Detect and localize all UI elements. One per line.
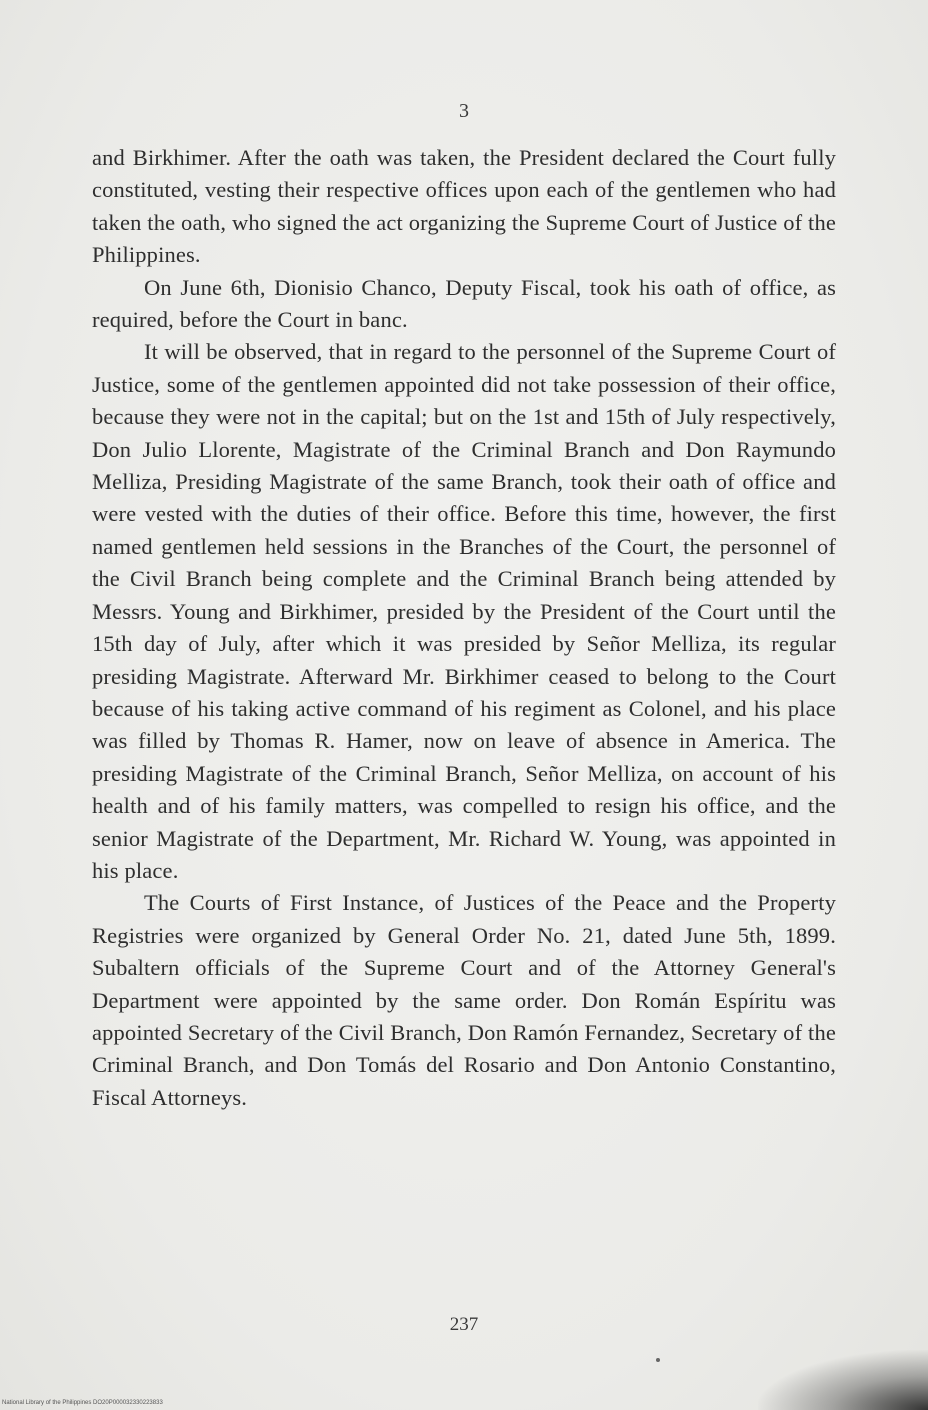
paragraph-4: The Courts of First Instance, of Justices of the Peace and the Property Registries were organized by General Order No. 21, dated June 5th, 1899. Subaltern officials of the Supreme Court and of the Attorney General's Department were appointed by the same order. Don Román Espíritu was appointed Secretary of the Civil Branch, Don Ramón Fernandez, Secretary of the Criminal Branch, and Don Tomás del Rosario and Don Antonio Constantino, Fiscal Attorneys. bbox=[92, 890, 836, 1110]
body-text bbox=[92, 142, 836, 1114]
paragraph-2: On June 6th, Dionisio Chanco, Deputy Fiscal, took his oath of office, as required, before the Court in banc. bbox=[92, 274, 836, 333]
scan-speck bbox=[656, 1358, 660, 1362]
footer-credit: National Library of the Philippines DO20P000032330223833 bbox=[2, 1400, 163, 1406]
paragraph-1: and Birkhimer. After the oath was taken, the President declared the Court fully constituted, vesting their respective offices upon each of the gentlemen who had taken the oath, who signed the act organizing the Supreme Court of Justice of the Philippines. bbox=[92, 145, 836, 268]
header-page-number: 3 bbox=[459, 100, 469, 122]
folio-number: 237 bbox=[449, 1314, 479, 1335]
corner-shadow bbox=[758, 1350, 928, 1410]
paragraph-3: It will be observed, that in regard to the personnel of the Supreme Court of Justice, some of the gentlemen appointed did not take possession of their office, because they were not in the capital; but on the 1st and 15th of July respectively, Don Julio Llorente, Magistrate of the Criminal Branch and Don Raymundo Melliza, Presiding Magistrate of the same Branch, took their oath of office and were vested with the duties of their office. Before this time, however, the first named gentlemen held sessions in the Branches of the Court, the personnel of the Civil Branch being complete and the Criminal Branch being attended by Messrs. Young and Birkhimer, presided by the President of the Court until the 15th day of July, after which it was presided by Señor Melliza, its regular presiding Magistrate. Afterward Mr. Birkhimer ceased to belong to the Court because of his taking active command of his regiment as Colonel, and his place was filled by Thomas R. Hamer, now on leave of absence in America. The presiding Magistrate of the Criminal Branch, Señor Melliza, on account of his health and of his family matters, was compelled to resign his office, and the senior Magistrate of the Department, Mr. Richard W. Young, was appointed in his place. bbox=[92, 339, 836, 883]
